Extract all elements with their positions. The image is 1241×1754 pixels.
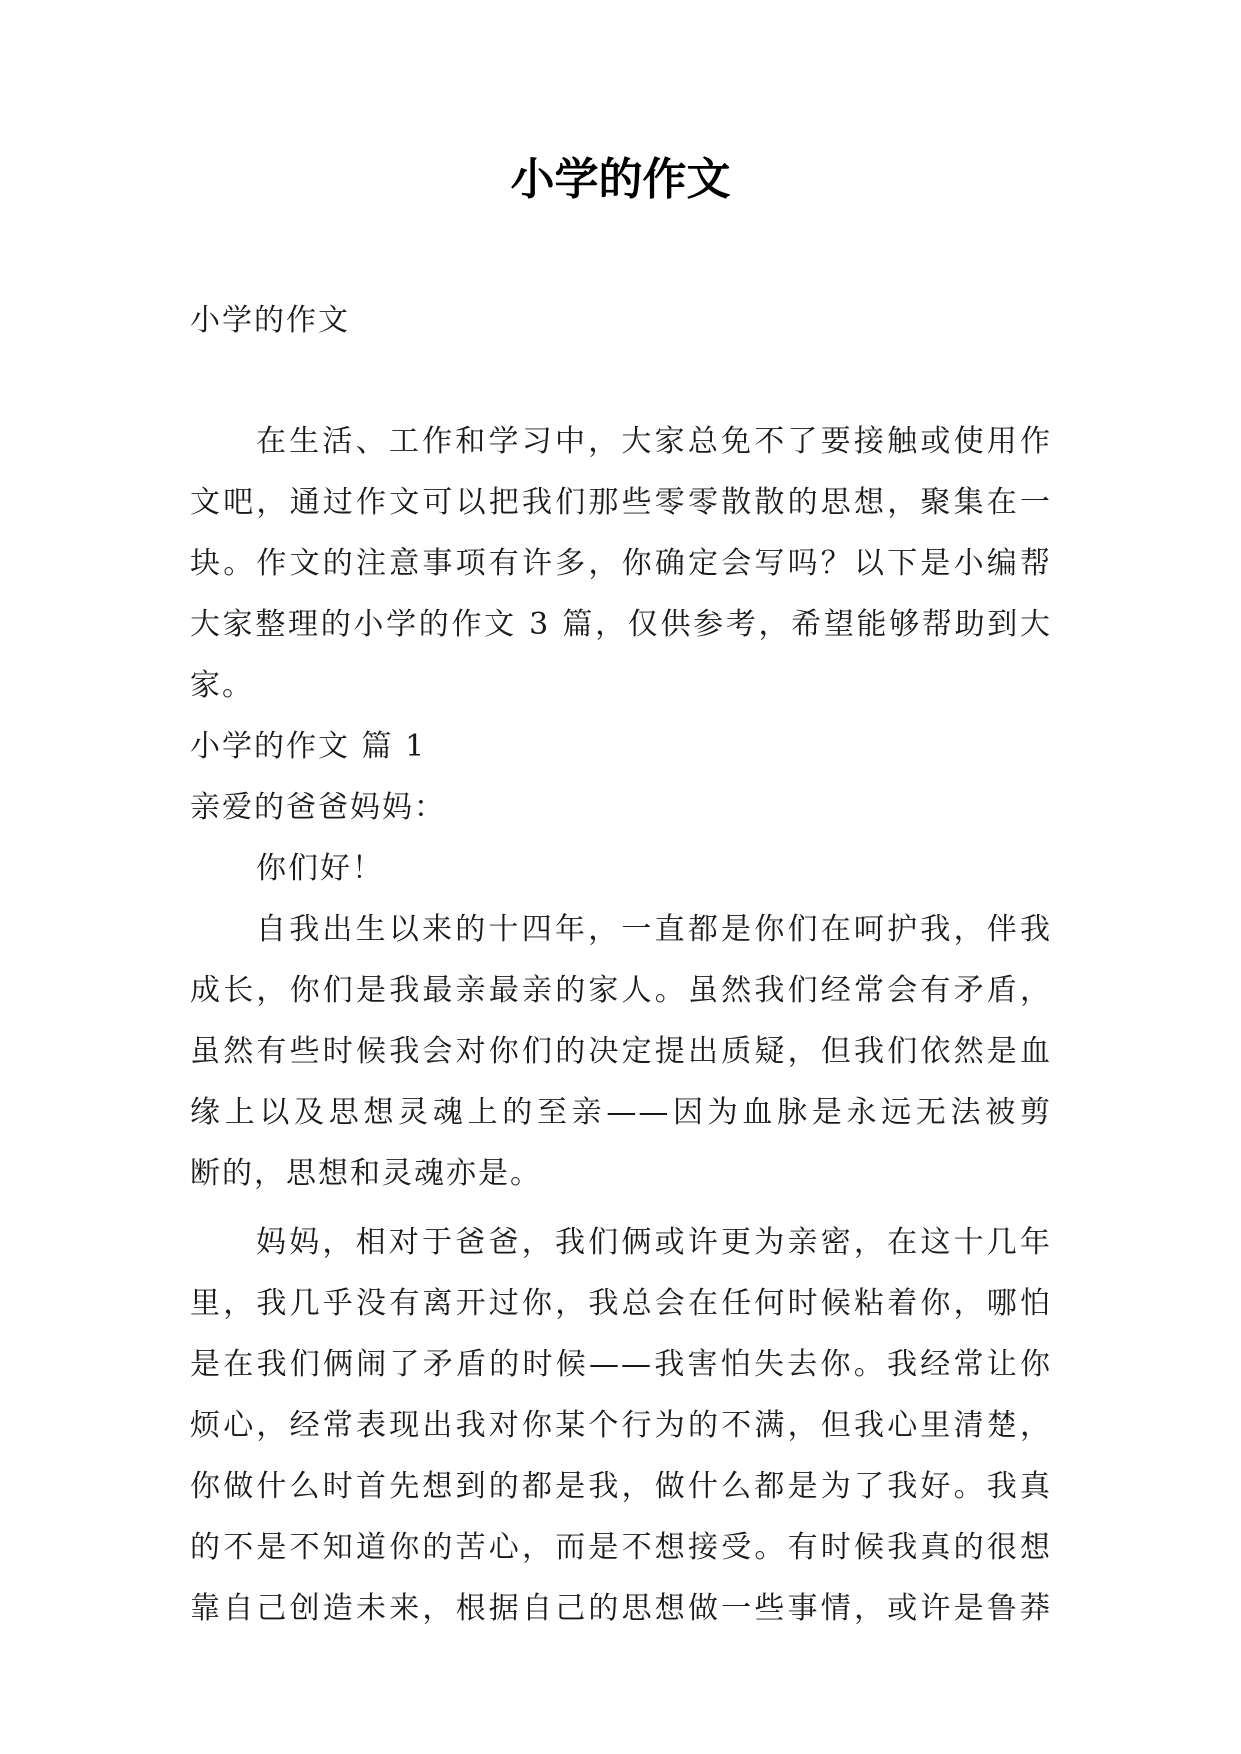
text-line: 家。 — [190, 668, 254, 703]
document-body — [190, 290, 1052, 1639]
text-line: 缘上以及思想灵魂上的至亲——因为血脉是永远无法被剪 — [190, 1095, 1052, 1130]
spacer — [190, 1204, 1052, 1212]
text-line: 大家整理的小学的作文 3 篇，仅供参考，希望能够帮助到大 — [190, 607, 1052, 642]
text-line: 自我出生以来的十四年，一直都是你们在呵护我，伴我 — [256, 912, 1052, 947]
text-line: 块。作文的注意事项有许多，你确定会写吗？以下是小编帮 — [190, 546, 1052, 581]
salutation: 亲爱的爸爸妈妈： — [190, 790, 446, 825]
greeting: 你们好！ — [256, 851, 384, 886]
paragraph-1 — [190, 899, 1052, 1204]
document-subtitle: 小学的作文 — [190, 303, 350, 338]
text-line: 成长，你们是我最亲最亲的家人。虽然我们经常会有矛盾， — [190, 973, 1052, 1008]
text-line: 在生活、工作和学习中，大家总免不了要接触或使用作 — [256, 424, 1052, 459]
text-line: 是在我们俩闹了矛盾的时候——我害怕失去你。我经常让你 — [190, 1347, 1052, 1382]
text-line: 妈妈，相对于爸爸，我们俩或许更为亲密，在这十几年 — [256, 1225, 1052, 1260]
section-heading: 小学的作文 篇 1 — [190, 729, 427, 764]
text-line: 的不是不知道你的苦心，而是不想接受。有时候我真的很想 — [190, 1530, 1052, 1565]
text-line: 断的，思想和灵魂亦是。 — [190, 1156, 542, 1191]
document-title: 小学的作文 — [510, 154, 731, 205]
text-line: 靠自己创造未来，根据自己的思想做一些事情，或许是鲁莽 — [190, 1591, 1052, 1626]
text-line: 虽然有些时候我会对你们的决定提出质疑，但我们依然是血 — [190, 1034, 1052, 1069]
text-line: 里，我几乎没有离开过你，我总会在任何时候粘着你，哪怕 — [190, 1286, 1052, 1321]
spacer — [190, 351, 1052, 411]
text-line: 你做什么时首先想到的都是我，做什么都是为了我好。我真 — [190, 1469, 1052, 1504]
text-line: 文吧，通过作文可以把我们那些零零散散的思想，聚集在一 — [190, 485, 1052, 520]
intro-paragraph — [190, 411, 1052, 716]
paragraph-2 — [190, 1212, 1052, 1639]
text-line: 烦心，经常表现出我对你某个行为的不满，但我心里清楚， — [190, 1408, 1052, 1443]
